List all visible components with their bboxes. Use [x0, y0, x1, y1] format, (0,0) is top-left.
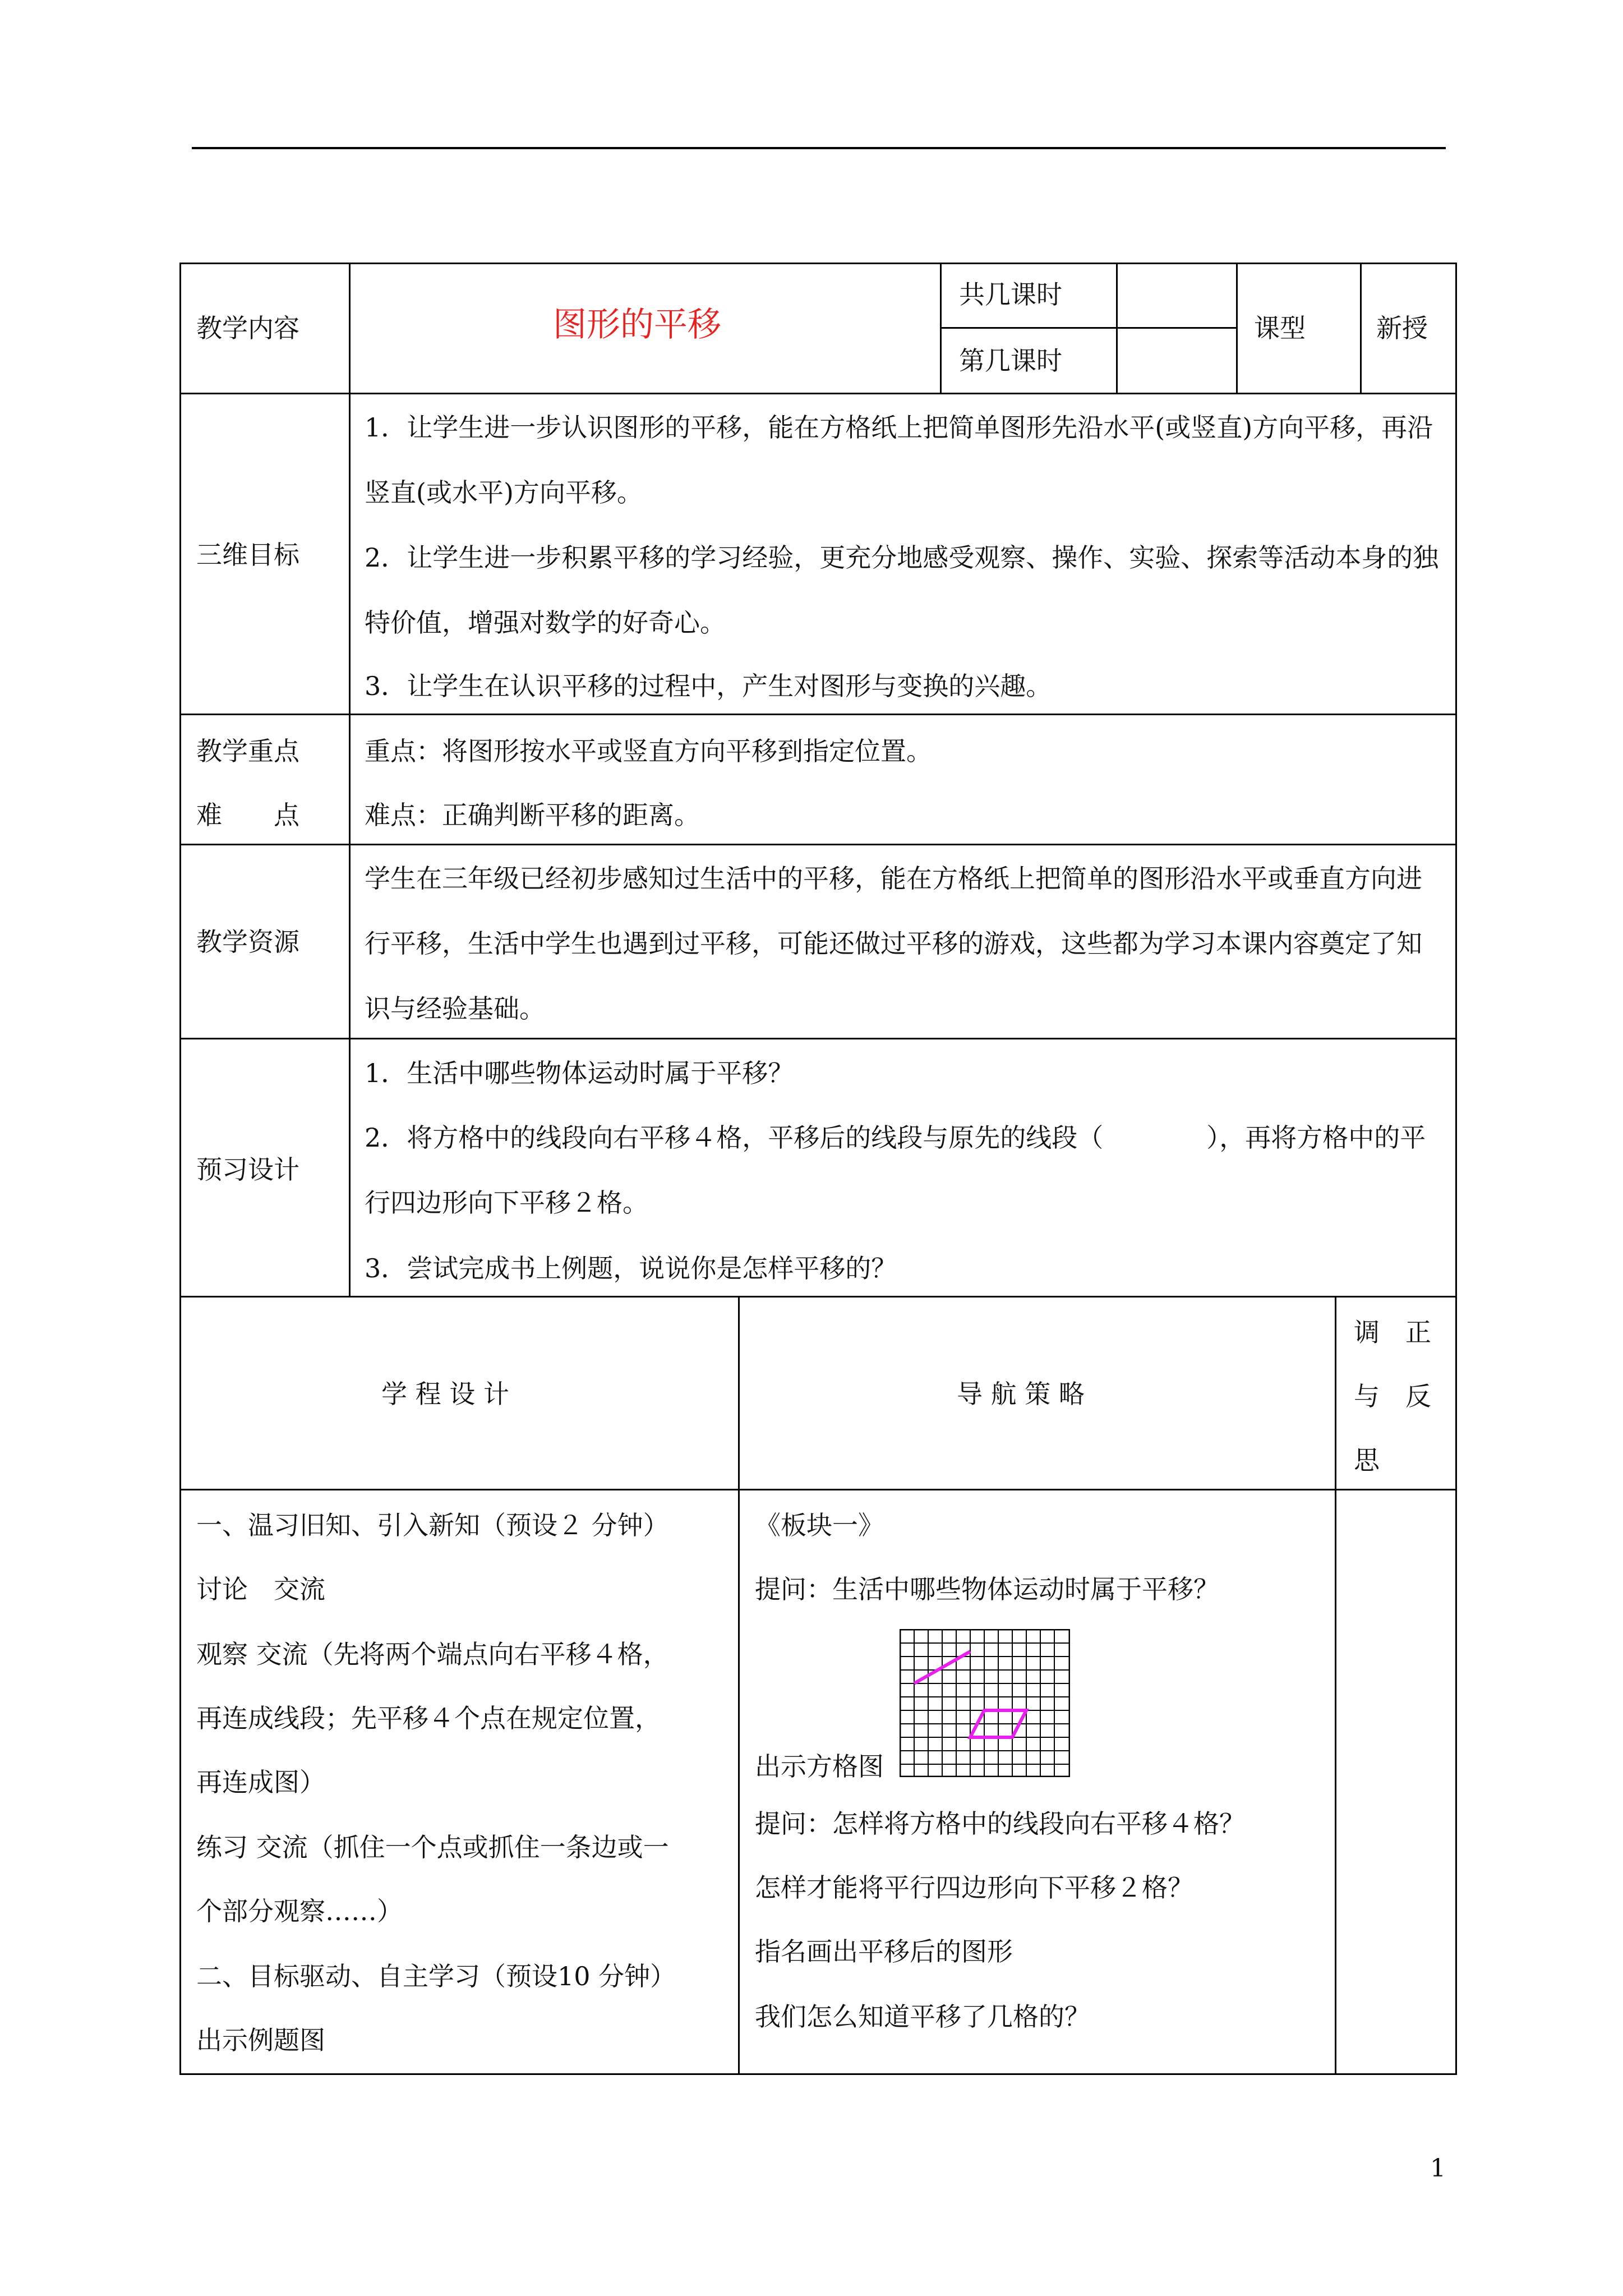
header-reflect-1: 调 正: [1354, 1317, 1431, 1347]
key-point-focus: 重点：将图形按水平或竖直方向平移到指定位置。: [365, 736, 932, 766]
key-point-difficulty: 难点：正确判断平移的距离。: [365, 800, 700, 830]
learning-line-6: 练习 交流（抓住一个点或抓住一条边或一: [196, 1832, 669, 1862]
preview-item-2: 2．将方格中的线段向右平移４格，平移后的线段与原先的线段（ ），再将方格中的平行四边形向下平移２格。: [365, 1122, 1426, 1218]
value-lesson-type: 新授: [1376, 313, 1428, 343]
label-resources: 教学资源: [196, 927, 299, 957]
strategy-question-1: 提问：生活中哪些物体运动时属于平移？: [755, 1574, 1219, 1604]
label-which-hour: 第几课时: [959, 346, 1062, 376]
label-teaching-content: 教学内容: [196, 313, 299, 343]
header-rule: [192, 147, 1446, 149]
strategy-question-4: 指名画出平移后的图形: [755, 1936, 1013, 1967]
header-reflect-3: 思: [1354, 1445, 1380, 1475]
grid-figure-icon: [900, 1629, 1070, 1777]
header-learning-design: 学 程 设 计: [381, 1379, 509, 1409]
label-lesson-type: 课型: [1254, 313, 1306, 343]
strategy-grid-caption: 出示方格图: [755, 1751, 884, 1782]
label-preview: 预习设计: [196, 1154, 299, 1185]
learning-line-4: 再连成线段；先平移４个点在规定位置，: [196, 1703, 661, 1733]
header-reflect-2: 与 反: [1354, 1381, 1431, 1411]
learning-line-3: 观察 交流（先将两个端点向右平移４格，: [196, 1639, 669, 1669]
strategy-question-2: 提问：怎样将方格中的线段向右平移４格？: [755, 1809, 1245, 1839]
label-objectives: 三维目标: [196, 540, 299, 570]
resources-text: 学生在三年级已经初步感知过生活中的平移，能在方格纸上把简单的图形沿水平或垂直方向进行平移，生活中学生也遇到过平移，可能还做过平移的游戏，这些都为学习本课内容奠定了知识与经验基础。: [365, 863, 1422, 1024]
learning-line-5: 再连成图）: [196, 1767, 325, 1797]
strategy-question-3: 怎样才能将平行四边形向下平移２格？: [755, 1872, 1193, 1903]
preview-item-3: 3．尝试完成书上例题，说说你是怎样平移的？: [365, 1253, 897, 1283]
learning-line-8: 二、目标驱动、自主学习（预设10 分钟）: [196, 1961, 676, 1991]
learning-line-7: 个部分观察……）: [196, 1896, 403, 1926]
learning-line-9: 出示例题图: [196, 2025, 325, 2055]
strategy-question-5: 我们怎么知道平移了几格的？: [755, 2001, 1090, 2032]
objective-item-3: 3．让学生在认识平移的过程中，产生对图形与变换的兴趣。: [365, 671, 1052, 701]
label-key-points: 教学重点: [196, 736, 299, 766]
label-total-hours: 共几课时: [959, 279, 1062, 310]
objective-item-1: 1．让学生进一步认识图形的平移，能在方格纸上把简单图形先沿水平(或竖直)方向平移，再沿竖直(或水平)方向平移。: [365, 412, 1433, 508]
objective-item-2: 2．让学生进一步积累平移的学习经验，更充分地感受观察、操作、实验、探索等活动本身的独特价值，增强对数学的好奇心。: [365, 542, 1439, 638]
strategy-block: 《板块一》: [755, 1510, 884, 1540]
preview-item-1: 1．生活中哪些物体运动时属于平移？: [365, 1058, 794, 1088]
page-title: 图形的平移: [553, 305, 721, 344]
header-navigation-strategy: 导 航 策 略: [957, 1379, 1085, 1409]
learning-line-1: 一、温习旧知、引入新知（预设２ 分钟）: [196, 1510, 669, 1540]
learning-line-2: 讨论 交流: [196, 1574, 325, 1604]
page-number: 1: [1430, 2154, 1446, 2183]
label-difficulty: 难 点: [196, 800, 299, 830]
